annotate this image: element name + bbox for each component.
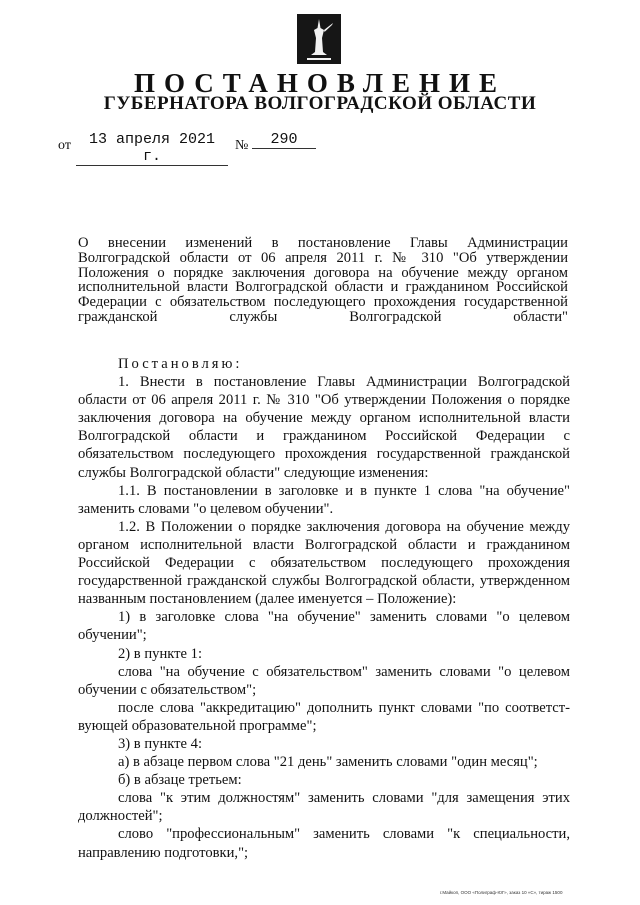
document-body [78, 355, 570, 862]
volgograd-emblem-icon [297, 14, 341, 64]
body-paragraph: 1. Внести в постановление Главы Администрации Волгоградской области от 06 апреля 2011 г. № 310 "Об утверждении Положения о порядке заключения договора на обучение между органом исполнительной власти Волгоградской области и гражданином Российской Федерации с обязательством последующего прохождения государственной гражданской службы Волгоградской области" следующие изменения: [78, 374, 570, 481]
body-paragraph: 1) в заголовке слова "на обучение" заменить словами "о целевом обучении"; [78, 609, 570, 644]
body-paragraph: слова "к этим должностям" заменить словами "для замещения этих должностей"; [78, 790, 570, 825]
postanovlyayu-heading: Постановляю: [118, 356, 243, 372]
print-footer: г.Майкоп, ООО «Полиграф-ЮГ», заказ 10 «С», тираж 1500 [440, 890, 563, 895]
body-paragraph: б) в абзаце третьем: [118, 772, 242, 789]
date-number-line [0, 129, 640, 165]
document-date: 13 апреля 2021 г. [76, 131, 228, 166]
body-paragraph: слова "на обучение с обязательством" заменить словами "о целевом обучении с обязательством"; [78, 663, 570, 698]
number-label: № [235, 138, 249, 153]
body-paragraph: слово "профессиональным" заменить словами "к специальности, направлению подготовки,"; [78, 826, 570, 861]
date-label: от [58, 138, 71, 153]
body-paragraph: 2) в пункте 1: [118, 645, 203, 662]
body-paragraph: 3) в пункте 4: [118, 735, 203, 752]
document-subject: О внесении изменений в постановление Главы Администрации Волгоградской области от 06 апреля 2011 г. № 310 "Об утверждении Положения о порядке заключения договора на обучение между органом исполнительной власти Волгоградской области и гражданином Российской Федерации с обязательством последующего прохождения государственной гражданской службы Волгоградской области" [78, 235, 568, 325]
body-paragraph: а) в абзаце первом слова "21 день" заменить словами "один месяц"; [118, 754, 538, 771]
document-subtitle: ГУБЕРНАТОРА ВОЛГОГРАДСКОЙ ОБЛАСТИ [103, 93, 537, 114]
document-number: 290 [252, 131, 316, 149]
body-paragraph: 1.2. В Положении о порядке заключения договора на обучение между органом исполнительной власти Волгоградской области и гражданином Российской Федерации с обязательством последующего прохождения государственной гражданской службы Волгоградской области, утвержденном названным постановлением (далее именуется – Положение): [78, 518, 570, 608]
document-title: ПОСТАНОВЛЕНИЕ [133, 68, 507, 98]
body-paragraph: после слова "аккредитацию" дополнить пункт словами "по соответст-вующей образовательной программе"; [78, 699, 570, 734]
body-paragraph: 1.1. В постановлении в заголовке и в пункте 1 слова "на обучение" заменить словами "о целевом обучении". [78, 482, 570, 517]
